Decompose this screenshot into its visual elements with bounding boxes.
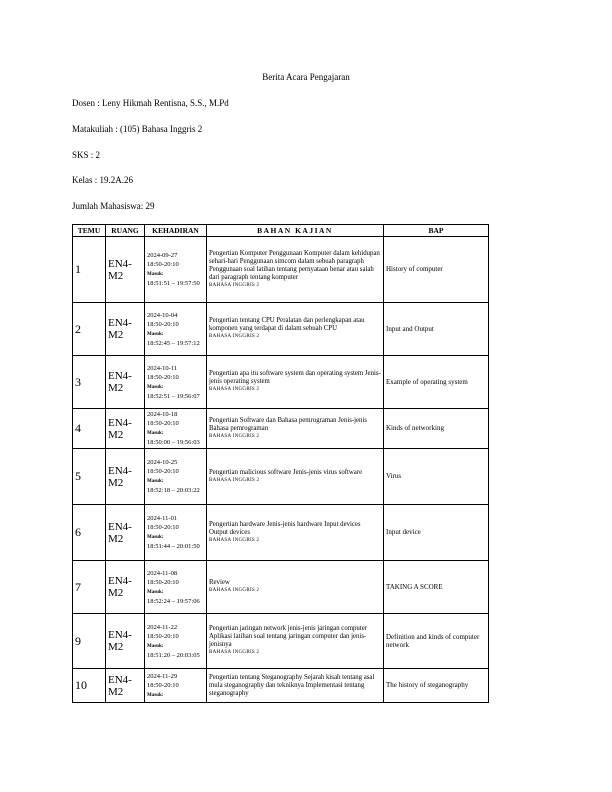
kehadiran-time: 18:50-20:10: [147, 261, 179, 268]
ruang-cell: EN4-M2: [106, 409, 145, 449]
kehadiran-masuk: 18:50:00 – 19:56:03: [147, 439, 200, 446]
bahan-kajian-text: Pengertian jaringan network jenis-jenis jaringan computer Aplikasi latihan soal tentang jaringan computer dan jenis-jenisnya: [209, 625, 367, 648]
course-label: BAHASA INGGRIS 2: [209, 334, 260, 339]
kehadiran-cell: [145, 449, 207, 505]
kehadiran-masuk: 18:52:18 – 20:03:22: [147, 487, 200, 494]
kehadiran-time: 18:50-20:10: [147, 578, 179, 586]
kehadiran-cell: [145, 505, 207, 561]
bahan-kajian-cell: [207, 669, 384, 703]
bap-cell: Virus: [384, 449, 489, 505]
bahan-kajian-cell: [207, 303, 384, 356]
kehadiran-label: Masuk:: [147, 643, 164, 649]
ruang-cell: EN4-M2: [106, 303, 145, 356]
kehadiran-label: Masuk:: [147, 272, 164, 277]
bahan-kajian-text: Pengertian apa itu software system dan operating system Jenis-jenis operating system: [209, 370, 381, 385]
bap-cell: TAKING A SCORE: [384, 561, 489, 614]
temu-cell: 2: [73, 303, 106, 356]
kehadiran-cell: [145, 237, 207, 303]
bap-cell: History of computer: [384, 237, 489, 303]
kehadiran-date: 2024-11-22: [147, 623, 178, 631]
attendance-table: [72, 224, 489, 703]
bahan-kajian-text: Pengertian tentang Steganography Sejarah kisah tentang asal mula steganography dan tekniknya Implementasi tentang steganography: [209, 673, 375, 697]
kehadiran-date: 2024-11-08: [147, 569, 178, 577]
ruang-cell: EN4-M2: [106, 669, 145, 703]
header-temu: TEMU: [73, 225, 106, 237]
header-kehadiran: KEHADIRAN: [145, 225, 207, 237]
bahan-kajian-text: Pengertian Komputer Penggunaan Komputer dalam kehidupan sehari-hari Penggunaan simcom dalam sebuah paragraph Penggunaan soal latihan tentang pernyataan benar atau salah dari paragraph tentang komputer: [209, 249, 380, 281]
kehadiran-time: 18:50-20:10: [147, 373, 179, 381]
kehadiran-cell: [145, 614, 207, 669]
page-title: Berita Acara Pengajaran: [262, 72, 350, 82]
matakuliah-info: Matakuliah : (105) Bahasa Inggris 2: [72, 124, 203, 134]
kehadiran-time: 18:50-20:10: [147, 681, 179, 689]
temu-cell: 3: [73, 356, 106, 409]
ruang-cell: EN4-M2: [106, 561, 145, 614]
kehadiran-time: 18:50-20:10: [147, 632, 179, 640]
bahan-kajian-cell: [207, 356, 384, 409]
kehadiran-cell: [145, 303, 207, 356]
ruang-cell: EN4-M2: [106, 614, 145, 669]
table-row: [73, 669, 489, 703]
temu-cell: 5: [73, 449, 106, 505]
kehadiran-label: Masuk:: [147, 692, 164, 698]
sks-info: SKS : 2: [72, 150, 101, 160]
kehadiran-masuk: 18:51:20 – 20:03:05: [147, 651, 200, 659]
bahan-kajian-text: Pengertian Software dan Bahasa pemrograman Jenis-jenis Bahasa pemrograman: [209, 416, 367, 432]
course-label: BAHASA INGGRIS 2: [209, 537, 260, 543]
table-row: [73, 505, 489, 561]
ruang-cell: EN4-M2: [106, 356, 145, 409]
temu-cell: 7: [73, 561, 106, 614]
kehadiran-time: 18:50-20:10: [147, 468, 179, 475]
kehadiran-date: 2024-10-18: [147, 411, 178, 418]
bap-cell: The history of steganography: [384, 669, 489, 703]
kehadiran-label: Masuk:: [147, 431, 164, 436]
kehadiran-time: 18:50-20:10: [147, 320, 179, 328]
jumlah-mahasiswa-info: Jumlah Mahasiswa: 29: [72, 201, 155, 211]
bap-cell: Input device: [384, 505, 489, 561]
bahan-kajian-text: Pengertian malicious software Jenis-jenis virus software: [209, 468, 363, 476]
kehadiran-date: 2024-09-27: [147, 252, 178, 259]
table-row: [73, 561, 489, 614]
kehadiran-cell: [145, 669, 207, 703]
course-label: BAHASA INGGRIS 2: [209, 588, 260, 593]
kehadiran-label: Masuk:: [147, 479, 164, 484]
table-row: [73, 449, 489, 505]
kehadiran-time: 18:50-20:10: [147, 420, 179, 427]
kehadiran-masuk: 18:52:51 – 19:56:07: [147, 392, 200, 400]
bahan-kajian-cell: [207, 409, 384, 449]
kehadiran-date: 2024-10-25: [147, 459, 178, 466]
kehadiran-masuk: 18:52:24 – 19:57:06: [147, 597, 200, 605]
header-bap: BAP: [384, 225, 489, 237]
bahan-kajian-text: Pengertian hardware Jenis-jenis hardware Input devices Output devices: [209, 520, 361, 536]
bap-cell: Definition and kinds of computer network: [384, 614, 489, 669]
kehadiran-date: 2024-10-04: [147, 311, 178, 319]
table-row: [73, 237, 489, 303]
kelas-info: Kelas : 19.2A.26: [72, 175, 133, 185]
ruang-cell: EN4-M2: [106, 505, 145, 561]
table-header-row: [73, 225, 489, 237]
course-label: BAHASA INGGRIS 2: [209, 282, 260, 288]
bahan-kajian-cell: [207, 614, 384, 669]
header-ruang: RUANG: [106, 225, 145, 237]
temu-cell: 9: [73, 614, 106, 669]
kehadiran-date: 2024-10-11: [147, 364, 178, 372]
kehadiran-label: Masuk:: [147, 331, 164, 337]
course-label: BAHASA INGGRIS 2: [209, 433, 260, 439]
dosen-info: Dosen : Leny Hikmah Rentisna, S.S., M.Pd: [72, 98, 229, 108]
bahan-kajian-cell: [207, 505, 384, 561]
kehadiran-label: Masuk:: [147, 535, 164, 540]
bahan-kajian-text: Review: [209, 579, 230, 586]
course-label: BAHASA INGGRIS 2: [209, 650, 260, 655]
table-row: [73, 614, 489, 669]
bahan-kajian-cell: [207, 561, 384, 614]
bahan-kajian-text: Pengertian tentang CPU Peralatan dan perlengkapan atau komponen yang terdapat di dalam sebuah CPU: [209, 317, 365, 332]
header-bahan-kajian: BAHAN KAJIAN: [207, 225, 384, 237]
kehadiran-cell: [145, 561, 207, 614]
temu-cell: 6: [73, 505, 106, 561]
ruang-cell: EN4-M2: [106, 449, 145, 505]
course-label: BAHASA INGGRIS 2: [209, 477, 260, 483]
table-row: [73, 409, 489, 449]
table-row: [73, 356, 489, 409]
temu-cell: 10: [73, 669, 106, 703]
course-label: BAHASA INGGRIS 2: [209, 387, 260, 392]
kehadiran-date: 2024-11-01: [147, 515, 178, 522]
kehadiran-masuk: 18:51:51 – 19:57:50: [147, 280, 200, 287]
bap-cell: Input and Output: [384, 303, 489, 356]
kehadiran-masuk: 18:51:44 – 20:01:50: [147, 543, 200, 550]
bap-cell: Kinds of networking: [384, 409, 489, 449]
kehadiran-date: 2024-11-29: [147, 672, 178, 680]
bap-cell: Example of operating system: [384, 356, 489, 409]
kehadiran-label: Masuk:: [147, 589, 164, 595]
kehadiran-time: 18:50-20:10: [147, 524, 179, 531]
kehadiran-cell: [145, 356, 207, 409]
bahan-kajian-cell: [207, 237, 384, 303]
temu-cell: 4: [73, 409, 106, 449]
kehadiran-cell: [145, 409, 207, 449]
temu-cell: 1: [73, 237, 106, 303]
ruang-cell: EN4-M2: [106, 237, 145, 303]
kehadiran-label: Masuk:: [147, 384, 164, 390]
kehadiran-masuk: 18:52:45 – 19:57:12: [147, 339, 200, 347]
table-row: [73, 303, 489, 356]
bahan-kajian-cell: [207, 449, 384, 505]
